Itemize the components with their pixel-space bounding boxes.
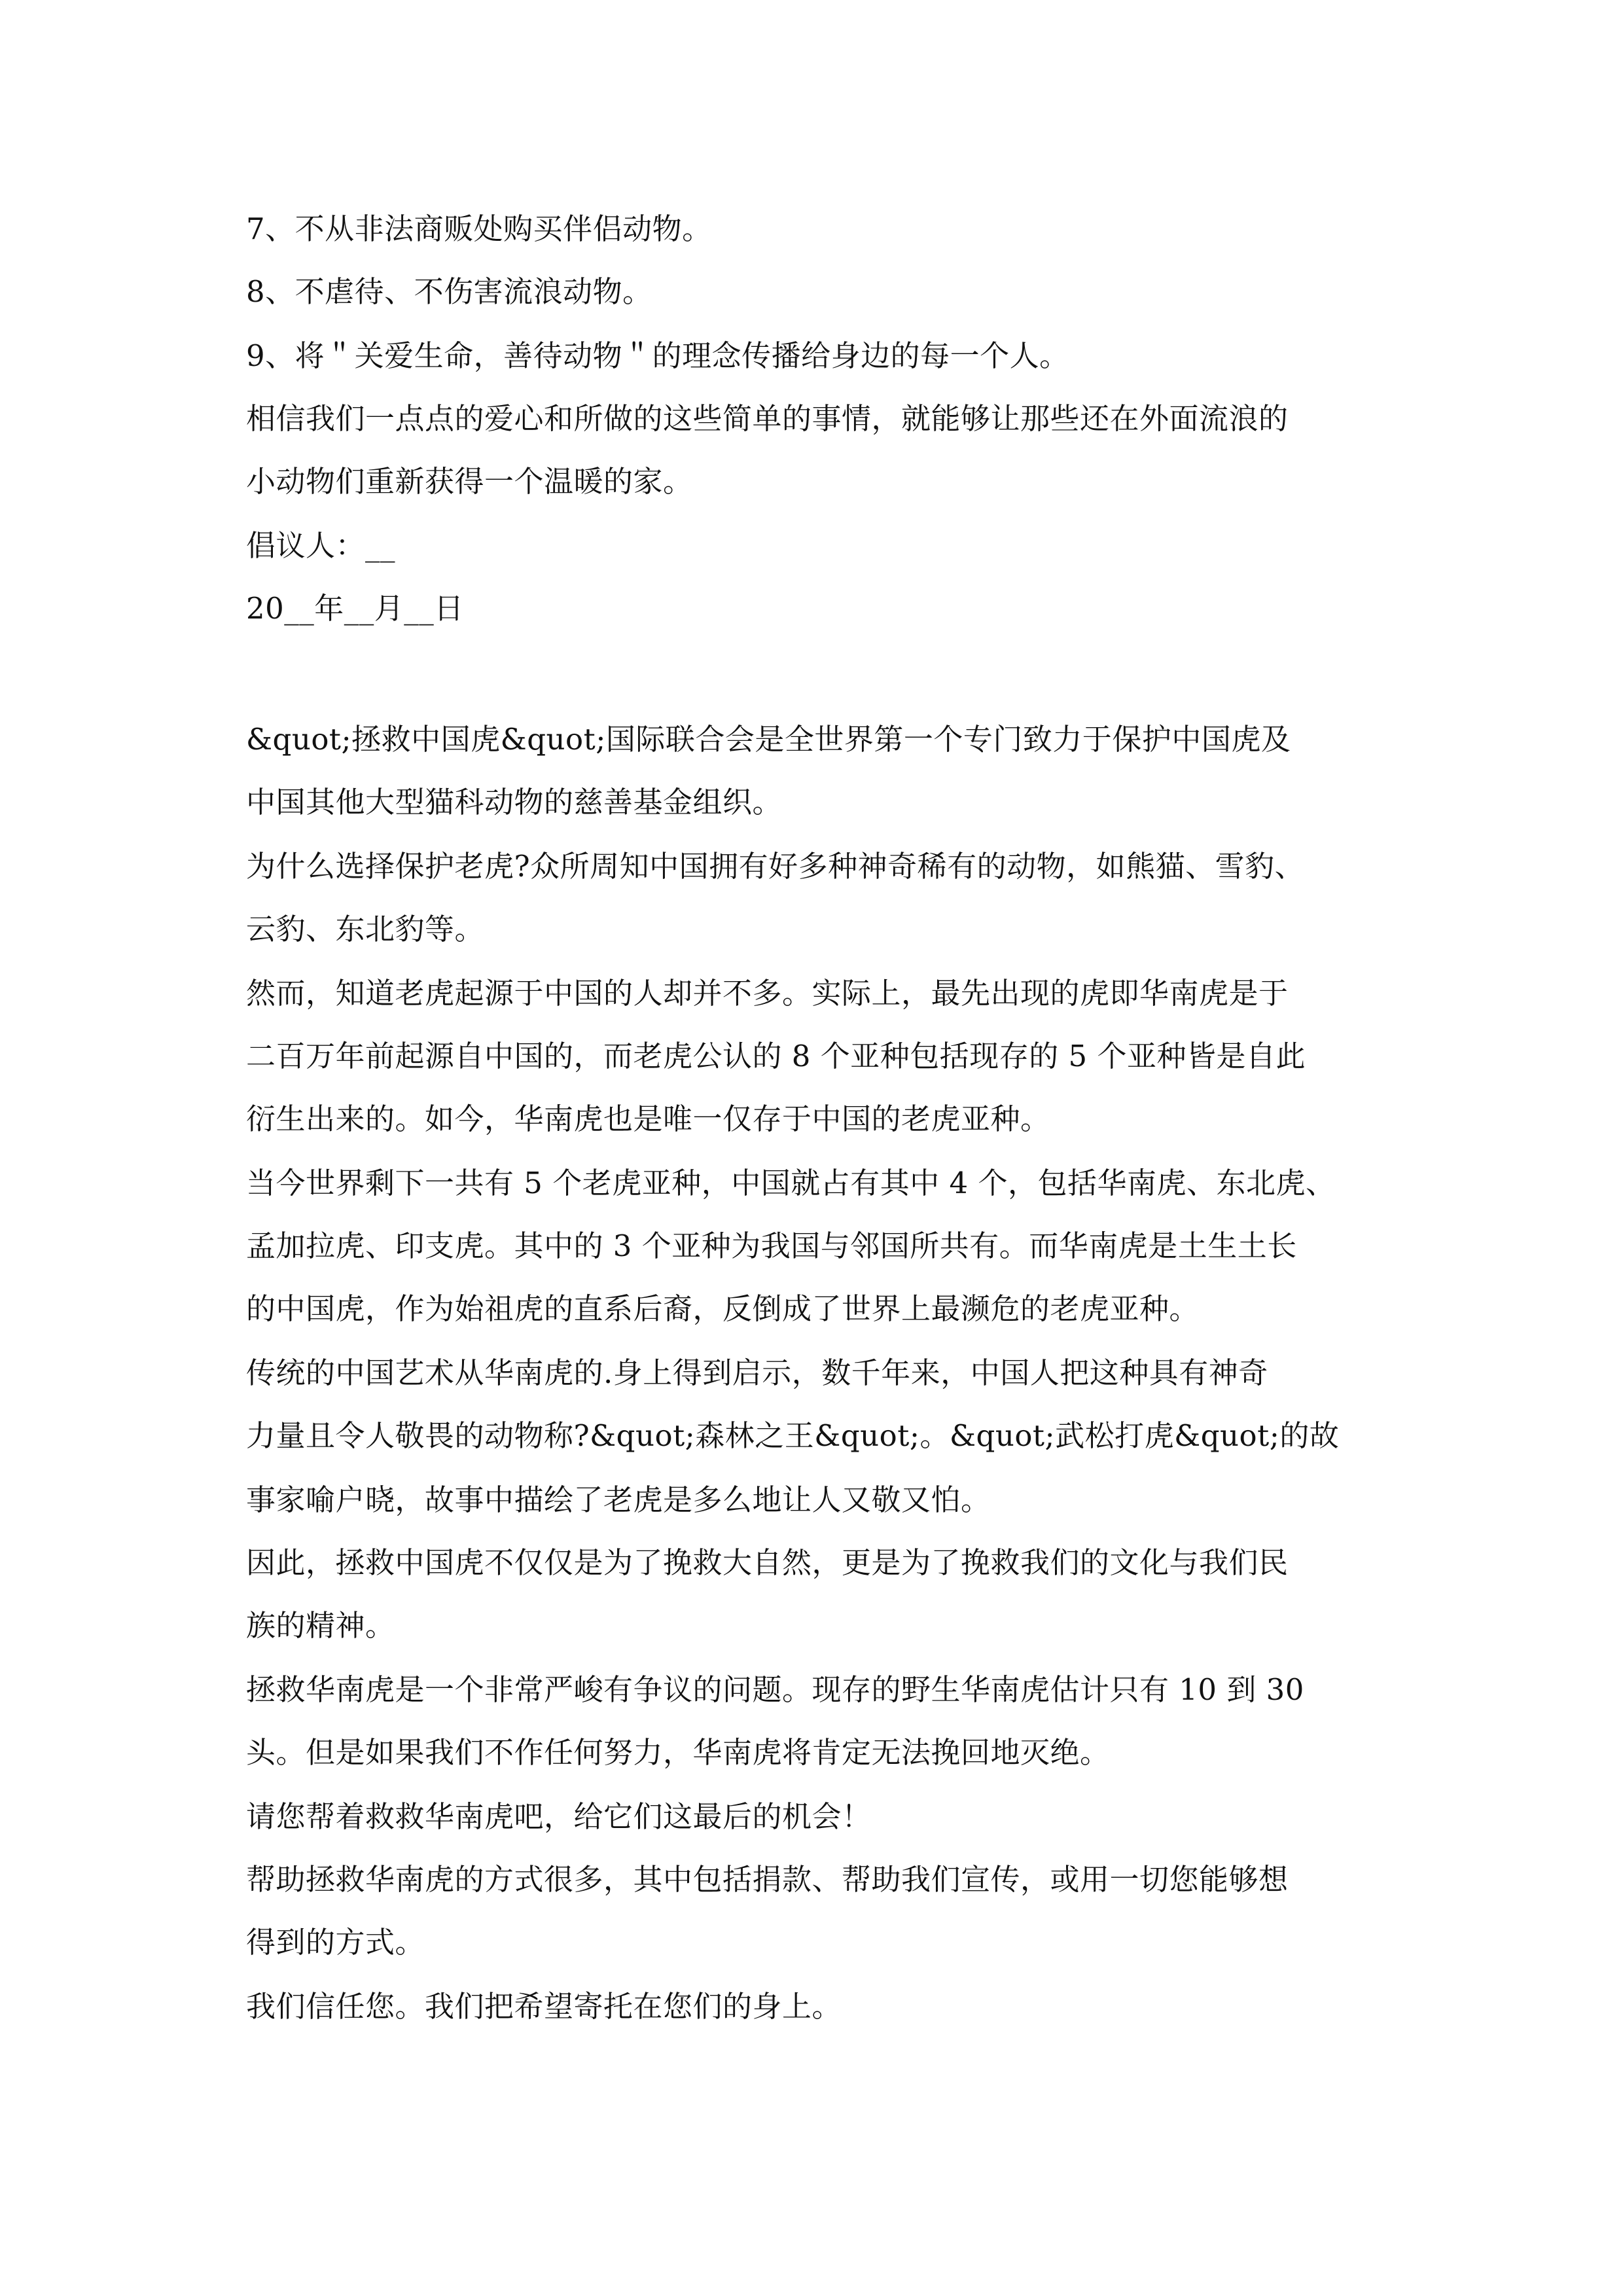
paragraph-line: 我们信任您。我们把希望寄托在您们的身上。 xyxy=(246,1989,842,2024)
paragraph-line: 然而，知道老虎起源于中国的人却并不多。实际上，最先出现的虎即华南虎是于 xyxy=(246,976,1289,1011)
paragraph-line: 二百万年前起源自中国的，而老虎公认的 8 个亚种包括现存的 5 个亚种皆是自此 xyxy=(246,1039,1306,1073)
paragraph-line: 7、不从非法商贩处购买伴侣动物。 xyxy=(246,211,712,246)
paragraph-line: 头。但是如果我们不作任何努力，华南虎将肯定无法挽回地灭绝。 xyxy=(246,1735,1110,1770)
paragraph-line: 因此，拯救中国虎不仅仅是为了挽救大自然，更是为了挽救我们的文化与我们民 xyxy=(246,1545,1289,1580)
paragraph-line: 相信我们一点点的爱心和所做的这些简单的事情，就能够让那些还在外面流浪的 xyxy=(246,401,1289,436)
paragraph-line: 得到的方式。 xyxy=(246,1925,425,1960)
paragraph-line: 拯救华南虎是一个非常严峻有争议的问题。现存的野生华南虎估计只有 10 到 30 xyxy=(246,1672,1304,1707)
paragraph-line: 事家喻户晓，故事中描绘了老虎是多么地让人又敬又怕。 xyxy=(246,1482,991,1517)
paragraph-line: 力量且令人敬畏的动物称?&quot;森林之王&quot;。&quot;武松打虎&quot;的故 xyxy=(246,1418,1340,1453)
paragraph-line: &quot;拯救中国虎&quot;国际联合会是全世界第一个专门致力于保护中国虎及 xyxy=(246,722,1291,757)
paragraph-line: 孟加拉虎、印支虎。其中的 3 个亚种为我国与邻国所共有。而华南虎是土生土长 xyxy=(246,1229,1297,1263)
paragraph-line: 请您帮着救救华南虎吧，给它们这最后的机会！ xyxy=(246,1799,872,1834)
date-line: 20__年__月__日 xyxy=(246,591,464,626)
paragraph-line: 的中国虎，作为始祖虎的直系后裔，反倒成了世界上最濒危的老虎亚种。 xyxy=(246,1291,1200,1326)
paragraph-line: 当今世界剩下一共有 5 个老虎亚种，中国就占有其中 4 个，包括华南虎、东北虎、 xyxy=(246,1166,1336,1200)
paragraph-line: 9、将＂关爱生命，善待动物＂的理念传播给身边的每一个人。 xyxy=(246,338,1069,373)
paragraph-line: 族的精神。 xyxy=(246,1608,395,1643)
paragraph-line: 8、不虐待、不伤害流浪动物。 xyxy=(246,274,652,309)
paragraph-line: 衍生出来的。如今，华南虎也是唯一仅存于中国的老虎亚种。 xyxy=(246,1102,1050,1136)
paragraph-line: 传统的中国艺术从华南虎的.身上得到启示，数千年来，中国人把这种具有神奇 xyxy=(246,1355,1268,1390)
signature-line: 倡议人：__ xyxy=(246,528,396,563)
paragraph-line: 为什么选择保护老虎?众所周知中国拥有好多种神奇稀有的动物，如熊猫、雪豹、 xyxy=(246,849,1305,884)
paragraph-line: 中国其他大型猫科动物的慈善基金组织。 xyxy=(246,785,783,819)
paragraph-line: 小动物们重新获得一个温暖的家。 xyxy=(246,464,693,499)
paragraph-line: 云豹、东北豹等。 xyxy=(246,912,485,946)
paragraph-line: 帮助拯救华南虎的方式很多，其中包括捐款、帮助我们宣传，或用一切您能够想 xyxy=(246,1862,1289,1897)
